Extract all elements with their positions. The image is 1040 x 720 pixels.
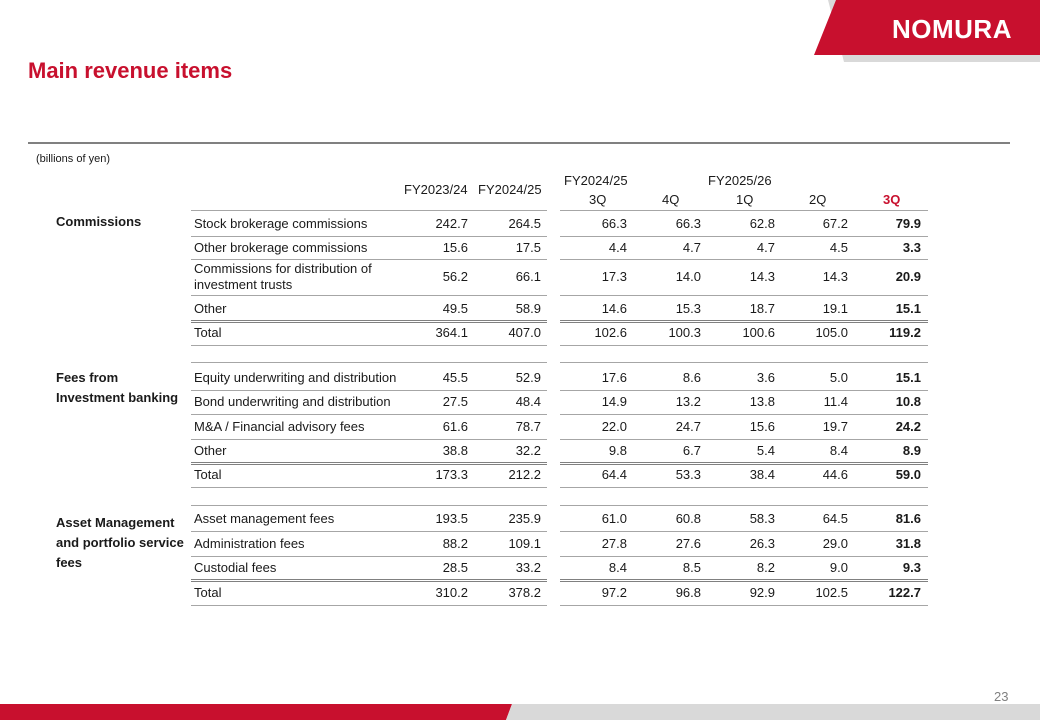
cell-value: 20.9 bbox=[895, 269, 921, 284]
section-divider bbox=[560, 505, 928, 506]
cell-value: 61.0 bbox=[601, 511, 627, 526]
cell-value: 212.2 bbox=[508, 467, 541, 482]
cell-value: 81.6 bbox=[895, 511, 921, 526]
cell-value: 4.5 bbox=[829, 240, 848, 255]
cell-value: 15.1 bbox=[895, 370, 921, 385]
cell-value: 364.1 bbox=[435, 325, 468, 340]
cell-value: 45.5 bbox=[442, 370, 468, 385]
cell-value: 193.5 bbox=[435, 511, 468, 526]
cell-value: 24.2 bbox=[895, 419, 921, 434]
cell-value: 5.4 bbox=[756, 443, 775, 458]
row-label: M&A / Financial advisory fees bbox=[194, 419, 365, 434]
cell-value: 17.3 bbox=[601, 269, 627, 284]
cell-value: 14.0 bbox=[675, 269, 701, 284]
cell-value: 100.3 bbox=[668, 325, 701, 340]
cell-value: 14.3 bbox=[822, 269, 848, 284]
cell-value: 66.1 bbox=[515, 269, 541, 284]
cell-value: 264.5 bbox=[508, 216, 541, 231]
row-divider bbox=[191, 210, 547, 211]
col-header-q-3q-current: 3Q bbox=[883, 192, 901, 207]
row-divider bbox=[560, 345, 928, 346]
cell-value: 48.4 bbox=[515, 394, 541, 409]
row-divider bbox=[560, 259, 928, 260]
total-divider bbox=[560, 462, 928, 465]
col-header-q-1q: 1Q bbox=[736, 192, 754, 207]
cell-value: 8.4 bbox=[829, 443, 848, 458]
cell-value: 378.2 bbox=[508, 585, 541, 600]
cell-value: 6.7 bbox=[682, 443, 701, 458]
cell-value: 22.0 bbox=[601, 419, 627, 434]
row-divider bbox=[191, 345, 547, 346]
cell-value: 33.2 bbox=[515, 560, 541, 575]
cell-value: 109.1 bbox=[508, 536, 541, 551]
total-divider bbox=[191, 462, 547, 465]
cell-value: 56.2 bbox=[442, 269, 468, 284]
cell-value: 92.9 bbox=[749, 585, 775, 600]
cell-value: 27.8 bbox=[601, 536, 627, 551]
row-divider bbox=[191, 487, 547, 488]
cell-value: 27.5 bbox=[442, 394, 468, 409]
cell-value: 14.6 bbox=[601, 301, 627, 316]
cell-value: 9.3 bbox=[902, 560, 921, 575]
row-divider bbox=[560, 236, 928, 237]
cell-value: 26.3 bbox=[749, 536, 775, 551]
cell-value: 66.3 bbox=[675, 216, 701, 231]
cell-value: 15.1 bbox=[895, 301, 921, 316]
cell-value: 14.3 bbox=[749, 269, 775, 284]
row-label: Total bbox=[194, 585, 222, 600]
unit-label: (billions of yen) bbox=[36, 153, 110, 165]
col-header-q-2q: 2Q bbox=[809, 192, 827, 207]
group-header-fy2425: FY2024/25 bbox=[564, 173, 628, 188]
cell-value: 18.7 bbox=[749, 301, 775, 316]
cell-value: 32.2 bbox=[515, 443, 541, 458]
cell-value: 407.0 bbox=[508, 325, 541, 340]
cell-value: 102.6 bbox=[594, 325, 627, 340]
cell-value: 15.6 bbox=[749, 419, 775, 434]
cell-value: 8.9 bbox=[902, 443, 921, 458]
cell-value: 3.3 bbox=[902, 240, 921, 255]
row-divider bbox=[560, 531, 928, 532]
row-divider bbox=[191, 295, 547, 296]
row-divider bbox=[560, 210, 928, 211]
cell-value: 52.9 bbox=[515, 370, 541, 385]
cell-value: 17.5 bbox=[515, 240, 541, 255]
cell-value: 79.9 bbox=[895, 216, 921, 231]
footer-bar bbox=[0, 700, 1040, 720]
cell-value: 38.8 bbox=[442, 443, 468, 458]
cell-value: 64.5 bbox=[822, 511, 848, 526]
cell-value: 59.0 bbox=[895, 467, 921, 482]
row-divider bbox=[560, 439, 928, 440]
cell-value: 49.5 bbox=[442, 301, 468, 316]
section-divider bbox=[191, 362, 547, 363]
total-divider bbox=[191, 579, 547, 582]
row-divider bbox=[560, 390, 928, 391]
cell-value: 13.2 bbox=[675, 394, 701, 409]
cell-value: 67.2 bbox=[822, 216, 848, 231]
cell-value: 9.8 bbox=[608, 443, 627, 458]
col-header-fy2324: FY2023/24 bbox=[404, 182, 468, 197]
cell-value: 66.3 bbox=[601, 216, 627, 231]
cell-value: 88.2 bbox=[442, 536, 468, 551]
category-label: Asset Management and portfolio service fees bbox=[56, 515, 184, 570]
title-divider bbox=[28, 142, 1010, 144]
col-header-fy2425: FY2024/25 bbox=[478, 182, 542, 197]
cell-value: 15.3 bbox=[675, 301, 701, 316]
cell-value: 105.0 bbox=[815, 325, 848, 340]
section-divider bbox=[191, 505, 547, 506]
row-label: Equity underwriting and distribution bbox=[194, 370, 397, 385]
row-divider bbox=[560, 414, 928, 415]
row-label: Total bbox=[194, 325, 222, 340]
cell-value: 97.2 bbox=[601, 585, 627, 600]
row-label: Custodial fees bbox=[194, 560, 277, 575]
row-label: Bond underwriting and distribution bbox=[194, 394, 391, 409]
col-header-q-4q: 4Q bbox=[662, 192, 680, 207]
cell-value: 310.2 bbox=[435, 585, 468, 600]
nomura-logo: NOMURA bbox=[892, 14, 1012, 44]
row-divider bbox=[191, 531, 547, 532]
cell-value: 4.7 bbox=[682, 240, 701, 255]
category-label: Fees from Investment banking bbox=[56, 370, 179, 405]
row-divider bbox=[560, 487, 928, 488]
cell-value: 17.6 bbox=[601, 370, 627, 385]
row-label: Stock brokerage commissions bbox=[194, 216, 368, 231]
page-number: 23 bbox=[994, 689, 1009, 704]
row-divider bbox=[560, 295, 928, 296]
cell-value: 19.7 bbox=[822, 419, 848, 434]
cell-value: 3.6 bbox=[756, 370, 775, 385]
row-divider bbox=[191, 414, 547, 415]
row-divider bbox=[191, 236, 547, 237]
cell-value: 19.1 bbox=[822, 301, 848, 316]
cell-value: 11.4 bbox=[823, 394, 848, 409]
row-divider bbox=[191, 556, 547, 557]
cell-value: 4.4 bbox=[608, 240, 627, 255]
total-divider bbox=[560, 320, 928, 323]
row-label: Asset management fees bbox=[194, 511, 335, 526]
page-title: Main revenue items bbox=[28, 58, 233, 83]
cell-value: 62.8 bbox=[749, 216, 775, 231]
cell-value: 100.6 bbox=[742, 325, 775, 340]
cell-value: 4.7 bbox=[756, 240, 775, 255]
row-label: Administration fees bbox=[194, 536, 305, 551]
col-header-q-3q-prev: 3Q bbox=[589, 192, 607, 207]
group-header-fy2526: FY2025/26 bbox=[708, 173, 772, 188]
cell-value: 29.0 bbox=[822, 536, 848, 551]
cell-value: 28.5 bbox=[442, 560, 468, 575]
category-label: Commissions bbox=[56, 214, 142, 229]
cell-value: 58.3 bbox=[749, 511, 775, 526]
cell-value: 122.7 bbox=[888, 585, 921, 600]
cell-value: 8.6 bbox=[682, 370, 701, 385]
cell-value: 61.6 bbox=[442, 419, 468, 434]
row-label: Other brokerage commissions bbox=[194, 240, 368, 255]
cell-value: 119.2 bbox=[889, 325, 921, 340]
cell-value: 78.7 bbox=[515, 419, 541, 434]
cell-value: 15.6 bbox=[442, 240, 468, 255]
row-label: Other bbox=[194, 443, 227, 458]
row-divider bbox=[191, 259, 547, 260]
total-divider bbox=[191, 320, 547, 323]
cell-value: 242.7 bbox=[435, 216, 468, 231]
row-label: Other bbox=[194, 301, 227, 316]
cell-value: 8.4 bbox=[608, 560, 627, 575]
cell-value: 102.5 bbox=[815, 585, 848, 600]
cell-value: 10.8 bbox=[895, 394, 921, 409]
cell-value: 14.9 bbox=[601, 394, 627, 409]
cell-value: 53.3 bbox=[675, 467, 701, 482]
row-divider bbox=[191, 605, 547, 606]
row-divider bbox=[191, 439, 547, 440]
cell-value: 60.8 bbox=[675, 511, 701, 526]
cell-value: 5.0 bbox=[829, 370, 848, 385]
cell-value: 27.6 bbox=[675, 536, 701, 551]
cell-value: 31.8 bbox=[895, 536, 921, 551]
cell-value: 38.4 bbox=[749, 467, 775, 482]
cell-value: 9.0 bbox=[829, 560, 848, 575]
section-divider bbox=[560, 362, 928, 363]
cell-value: 8.2 bbox=[756, 560, 775, 575]
cell-value: 58.9 bbox=[515, 301, 541, 316]
cell-value: 235.9 bbox=[508, 511, 541, 526]
row-divider bbox=[191, 390, 547, 391]
row-label: Commissions for distribution of investment trusts bbox=[194, 261, 372, 292]
cell-value: 64.4 bbox=[601, 467, 627, 482]
cell-value: 13.8 bbox=[749, 394, 775, 409]
row-divider bbox=[560, 605, 928, 606]
cell-value: 173.3 bbox=[435, 467, 468, 482]
row-label: Total bbox=[194, 467, 222, 482]
cell-value: 24.7 bbox=[675, 419, 701, 434]
row-divider bbox=[560, 556, 928, 557]
cell-value: 96.8 bbox=[675, 585, 701, 600]
cell-value: 44.6 bbox=[822, 467, 848, 482]
total-divider bbox=[560, 579, 928, 582]
cell-value: 8.5 bbox=[682, 560, 701, 575]
